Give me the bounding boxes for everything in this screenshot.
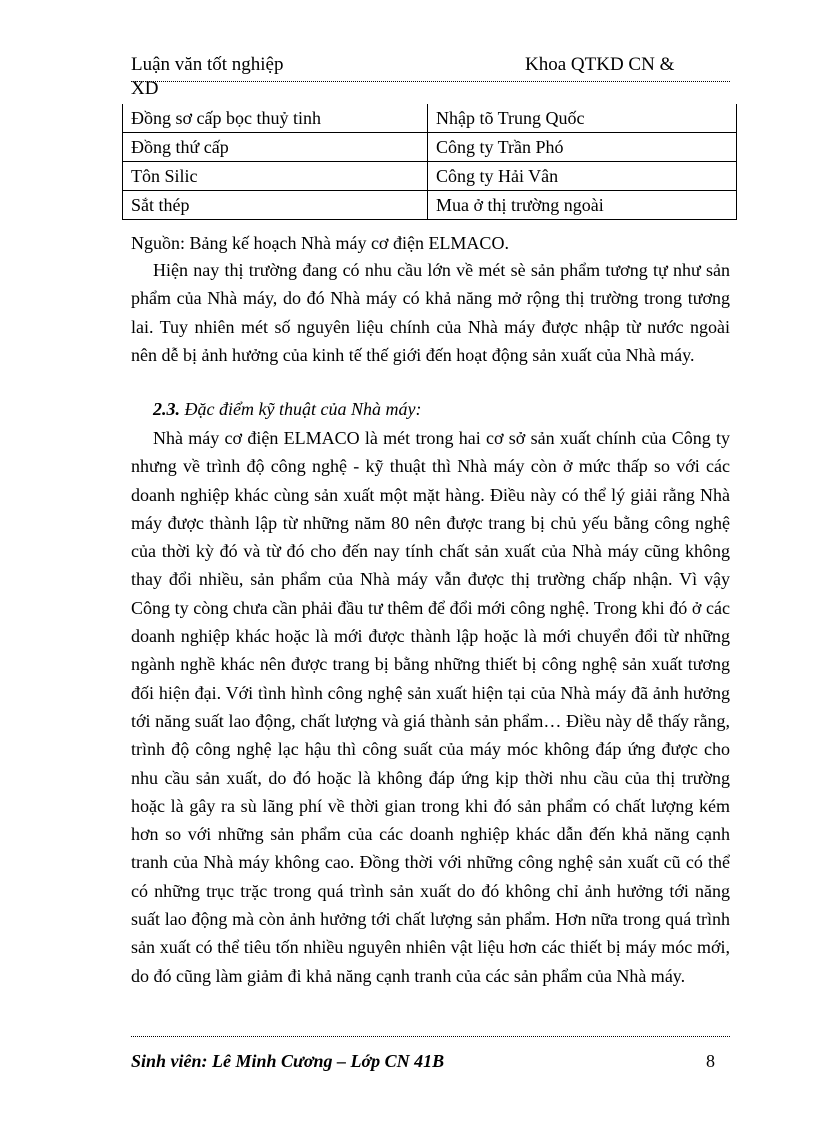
paragraph-market [131, 256, 730, 369]
table-cell-source: Công ty Trần Phó [428, 133, 737, 162]
materials-table [122, 104, 737, 220]
table-cell-source: Công ty Hải Vân [428, 162, 737, 191]
table-cell-item: Sắt thép [123, 191, 428, 220]
paragraph-text: Nhà máy cơ điện ELMACO là mét trong hai cơ sở sản xuất chính của Công ty nhưng về trình độ công nghệ - kỹ thuật thì Nhà máy còn ở mức thấp so với các doanh nghiệp khác cùng sản xuất một mặt hàng. Điều này có thể lý giải rằng Nhà máy được thành lập từ những năm 80 nên được trang bị chủ yếu bằng công nghệ của thời kỳ đó và từ đó cho đến nay tính chất sản xuất của Nhà máy cũng không thay đổi nhiều, sản phẩm của Nhà máy vẫn được thị trường chấp nhận. Vì vậy Công ty còng chưa cần phải đầu tư thêm để đổi mới công nghệ. Trong khi đó ở các doanh nghiệp khác hoặc là mới được thành lập hoặc là mới chuyển đổi từ những ngành nghề khác nên được trang bị bằng những thiết bị công nghệ sản xuất tương đối hiện đại. Với tình hình công nghệ sản xuất hiện tại của Nhà máy đã ảnh hưởng tới năng suất lao động, chất lượng và giá thành sản phẩm… Điều này dễ thấy rằng, trình độ công nghệ lạc hậu thì công suất của máy móc không đáp ứng được cho nhu cầu sản xuất, do đó hoặc là không đáp ứng kịp thời nhu cầu của thị trường hoặc là gây ra sù lãng phí về thời gian trong khi đó sản phẩm có chất lượng kém hơn so với những sản phẩm của các doanh nghiệp khác dẫn đến khả năng cạnh tranh của Nhà máy không cao. Đồng thời với những công nghệ sản xuất cũ có thể có những trục trặc trong quá trình sản xuất do đó không chỉ ảnh hưởng tới năng suất lao động mà còn ảnh hưởng tới chất lượng sản phẩm. Hơn nữa trong quá trình sản xuất có thể tiêu tốn nhiều nguyên nhiên vật liệu hơn các thiết bị máy móc mới, do đó cũng làm giảm đi khả năng cạnh tranh của các sản phẩm của Nhà máy. [131, 428, 730, 986]
header-right-title: Khoa QTKD CN & [525, 54, 675, 75]
table-cell-source: Nhập tõ Trung Quốc [428, 104, 737, 133]
table-cell-source: Mua ở thị trường ngoài [428, 191, 737, 220]
header-right-title-wrap: XD [131, 78, 159, 99]
section-title: Đặc điểm kỹ thuật của Nhà máy: [180, 399, 422, 419]
table-source-note: Nguồn: Bảng kế hoạch Nhà máy cơ điện ELMACO. [131, 233, 509, 253]
section-number: 2.3. [153, 399, 180, 419]
paragraph-technology [131, 424, 730, 990]
section-heading [153, 397, 421, 421]
table-row [123, 162, 737, 191]
header-divider [131, 81, 730, 82]
table-cell-item: Tôn Silic [123, 162, 428, 191]
table-row [123, 133, 737, 162]
table-cell-item: Đồng sơ cấp bọc thuỷ tinh [123, 104, 428, 133]
table-row [123, 191, 737, 220]
header-left-title: Luận văn tốt nghiệp [131, 54, 284, 75]
paragraph-text: Hiện nay thị trường đang có nhu cầu lớn về mét sè sản phẩm tương tự như sản phẩm của Nhà máy, do đó Nhà máy có khả năng mở rộng thị trường trong tương lai. Tuy nhiên mét số nguyên liệu chính của Nhà máy được nhập từ nước ngoài nên dễ bị ảnh hưởng của kinh tế thế giới đến hoạt động sản xuất của Nhà máy. [131, 260, 730, 365]
footer-student: Sinh viên: Lê Minh Cương – Lớp CN 41B [131, 1051, 445, 1071]
page-number: 8 [706, 1051, 715, 1071]
table-row [123, 104, 737, 133]
table-cell-item: Đồng thứ cấp [123, 133, 428, 162]
footer-divider [131, 1036, 730, 1037]
